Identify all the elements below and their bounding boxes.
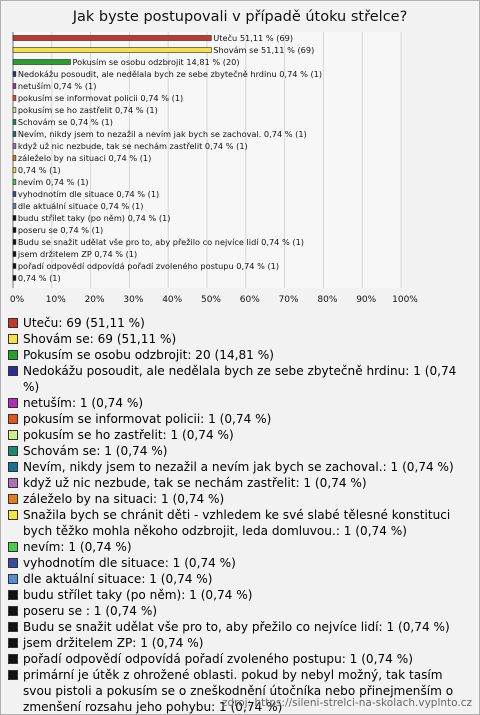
legend-item (8, 587, 474, 603)
legend-swatch (8, 670, 18, 680)
legend-label: když už nic nezbude, tak se nechám zastřelit: 1 (0,74 %) (23, 476, 367, 490)
legend-item (8, 555, 474, 571)
bar (13, 48, 211, 53)
bar (13, 252, 16, 257)
x-tick-label: 90% (356, 295, 377, 305)
x-tick-label: 40% (162, 295, 183, 305)
legend-label: vyhodnotím dle situace: 1 (0,74 %) (23, 556, 236, 570)
legend-label: Budu se snažit udělat vše pro to, aby přežilo co nejvíce lidí: 1 (0,74 %) (23, 620, 450, 634)
legend-swatch (8, 590, 18, 600)
legend-item (8, 507, 474, 539)
bar-label: netuším 0,74 % (1) (17, 81, 97, 91)
legend-item (8, 427, 474, 443)
bar (13, 264, 16, 269)
legend-swatch (8, 462, 18, 472)
bar-label: 0,74 % (1) (17, 165, 61, 175)
legend-label: nevím: 1 (0,74 %) (23, 540, 132, 554)
legend-swatch (8, 510, 18, 520)
legend-swatch (8, 494, 18, 504)
legend-swatch (8, 350, 18, 360)
bar (13, 228, 16, 233)
bar-label: vyhodnotím dle situace 0,74 % (1) (17, 189, 160, 199)
legend-item (8, 331, 474, 347)
legend-label: Pokusím se osobu odzbrojit: 20 (14,81 %) (23, 348, 274, 362)
bar-label: 0,74 % (1) (17, 273, 61, 283)
bar-label: Nevím, nikdy jsem to nezažil a nevím jak bych se zachoval. 0,74 % (1) (17, 129, 307, 139)
bar (13, 108, 16, 113)
bar (13, 36, 211, 41)
bar-label: Schovám se 0,74 % (1) (17, 117, 113, 127)
bar (13, 60, 70, 65)
legend-label: Snažila bych se chránit děti - vzhledem ke své slabé tělesné konstituci bych těžko mohla někoho odzbrojit, leda domluvou.: 1 (0,74 %) (23, 508, 451, 538)
x-tick-label: 30% (123, 295, 144, 305)
bar (13, 72, 16, 77)
legend-item (8, 635, 474, 651)
legend-item (8, 475, 474, 491)
bar-label: poseru se 0,74 % (1) (17, 225, 104, 235)
legend-swatch (8, 478, 18, 488)
legend-swatch (8, 366, 18, 376)
x-tick-label: 10% (45, 295, 66, 305)
legend-item (8, 363, 474, 395)
x-tick-label: 80% (317, 295, 338, 305)
bar (13, 180, 16, 185)
legend-swatch (8, 638, 18, 648)
bar (13, 156, 16, 161)
legend-swatch (8, 446, 18, 456)
legend-swatch (8, 398, 18, 408)
bar (13, 120, 16, 125)
bar-label: nevím 0,74 % (1) (17, 177, 89, 187)
legend-label: Nedokážu posoudit, ale nedělala bych ze sebe zbytečně hrdinu: 1 (0,74 %) (23, 364, 457, 394)
bar (13, 276, 16, 281)
legend-swatch (8, 622, 18, 632)
bar (13, 144, 16, 149)
legend-swatch (8, 606, 18, 616)
x-tick-label: 50% (200, 295, 222, 305)
legend-item (8, 603, 474, 619)
x-tick-label: 60% (239, 295, 260, 305)
legend-item (8, 411, 474, 427)
bar-label: záleželo by na situaci 0,74 % (1) (17, 153, 152, 163)
legend-swatch (8, 542, 18, 552)
bar (13, 132, 16, 137)
legend-label: budu střílet taky (po něm): 1 (0,74 %) (23, 588, 253, 602)
bar (13, 204, 16, 209)
legend-label: záleželo by na situaci: 1 (0,74 %) (23, 492, 225, 506)
bar (13, 216, 16, 221)
legend-label: primární je útěk z ohrožené oblasti. pokud by nebyl možný, tak tasím svou pistoli a pokusím se o zneškodnění útočníka nebo přinejmenším o zmenšení rozsahu jeho pohybu: 1 (0,74 %) (23, 668, 454, 714)
bar (13, 168, 16, 173)
bar-label: když už nic nezbude, tak se nechám zastřelit 0,74 % (1) (17, 141, 248, 151)
legend-label: jsem držitelem ZP: 1 (0,74 %) (23, 636, 204, 650)
legend-item (8, 315, 474, 331)
legend-label: Nevím, nikdy jsem to nezažil a nevím jak bych se zachoval.: 1 (0,74 %) (23, 460, 454, 474)
bar-label: pořadí odpovědí odpovídá pořadí zvoleného postupu 0,74 % (1) (17, 261, 280, 271)
chart-legend (8, 315, 474, 715)
x-tick-label: 70% (278, 295, 299, 305)
bar-chart (0, 0, 480, 310)
bar (13, 240, 16, 245)
legend-swatch (8, 414, 18, 424)
legend-label: Shovám se: 69 (51,11 %) (23, 332, 177, 346)
legend-swatch (8, 574, 18, 584)
bar-label: Shovám se 51,11 % (69) (213, 45, 315, 55)
legend-label: Uteču: 69 (51,11 %) (23, 316, 145, 330)
legend-label: dle aktuální situace: 1 (0,74 %) (23, 572, 213, 586)
legend-swatch (8, 334, 18, 344)
legend-item (8, 651, 474, 667)
legend-label: poseru se : 1 (0,74 %) (23, 604, 158, 618)
legend-label: pokusím se ho zastřelit: 1 (0,74 %) (23, 428, 234, 442)
legend-item (8, 491, 474, 507)
x-tick-label: 0% (9, 295, 25, 305)
legend-item (8, 443, 474, 459)
bar-label: pokusím se ho zastřelit 0,74 % (1) (17, 105, 158, 115)
x-tick-label: 20% (84, 295, 105, 305)
legend-swatch (8, 318, 18, 328)
x-tick-label: 100% (392, 295, 418, 305)
legend-label: netuším: 1 (0,74 %) (23, 396, 144, 410)
legend-swatch (8, 558, 18, 568)
bar (13, 96, 16, 101)
bar (13, 84, 16, 89)
bar-label: jsem držitelem ZP 0,74 % (1) (17, 249, 138, 259)
legend-item (8, 619, 474, 635)
bar-label: pokusím se informovat policii 0,74 % (1) (17, 93, 184, 103)
bar-label: dle aktuální situace 0,74 % (1) (17, 201, 144, 211)
bar (13, 192, 16, 197)
legend-label: pořadí odpovědí odpovídá pořadí zvoleného postupu: 1 (0,74 %) (23, 652, 413, 666)
legend-item (8, 347, 474, 363)
source-note: zdroj: https://sileni-strelci-na-skolach.vyplnto.cz (221, 697, 472, 709)
legend-item (8, 571, 474, 587)
legend-item (8, 539, 474, 555)
legend-item (8, 459, 474, 475)
bar-label: Uteču 51,11 % (69) (213, 33, 294, 43)
legend-swatch (8, 430, 18, 440)
legend-item (8, 395, 474, 411)
legend-swatch (8, 654, 18, 664)
bar-label: Budu se snažit udělat vše pro to, aby přežilo co nejvíce lidí 0,74 % (1) (17, 237, 304, 247)
chart-title: Jak byste postupovali v případě útoku střelce? (72, 9, 408, 25)
legend-label: pokusím se informovat policii: 1 (0,74 %) (23, 412, 272, 426)
legend-label: Schovám se: 1 (0,74 %) (23, 444, 168, 458)
bar-label: budu střílet taky (po něm) 0,74 % (1) (17, 213, 171, 223)
bar-label: Nedokážu posoudit, ale nedělala bych ze sebe zbytečně hrdinu 0,74 % (1) (17, 69, 323, 79)
bar-label: Pokusím se osobu odzbrojit 14,81 % (20) (72, 57, 240, 67)
